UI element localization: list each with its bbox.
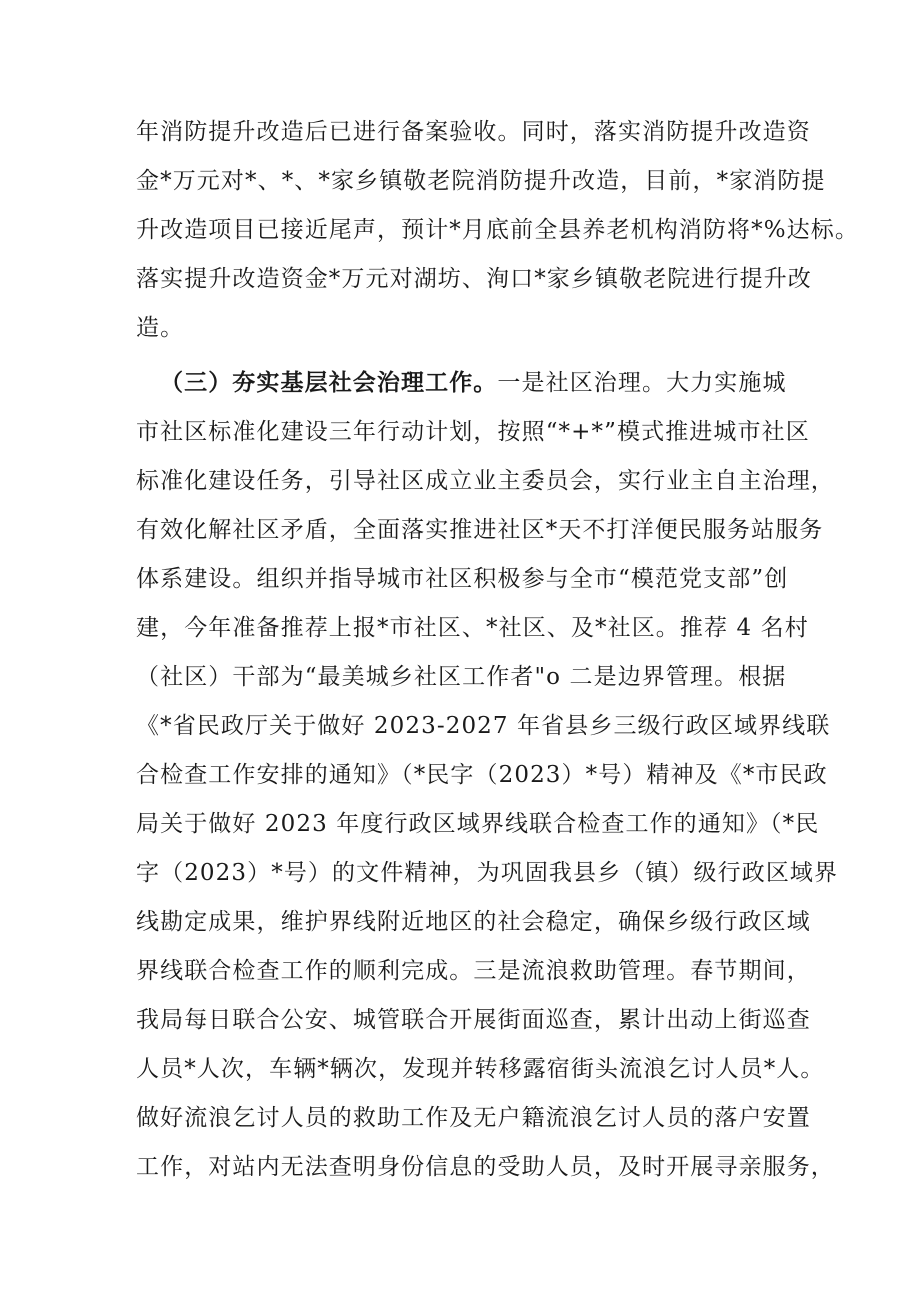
- text-line: 年消防提升改造后已进行备案验收。同时，落实消防提升改造资: [136, 119, 811, 145]
- text-line: 做好流浪乞讨人员的救助工作及无户籍流浪乞讨人员的落户安置: [136, 1105, 811, 1131]
- text-line: 市社区标准化建设三年行动计划，按照“*+*”模式推进城市社区: [136, 419, 810, 445]
- text-line: 造。: [136, 315, 185, 341]
- text-line: 字（2023）*号）的文件精神，为巩固我县乡（镇）级行政区域界: [136, 860, 839, 886]
- section-heading-continuation: 一是社区治理。大力实施城: [497, 370, 787, 396]
- text-line: 标准化建设任务，引导社区成立业主委员会，实行业主自主治理，: [136, 468, 835, 494]
- section-heading-line: [160, 368, 787, 398]
- text-line: 金*万元对*、*、*家乡镇敬老院消防提升改造，目前，*家消防提: [136, 168, 826, 194]
- text-line: 工作，对站内无法查明身份信息的受助人员，及时开展寻亲服务，: [136, 1154, 835, 1180]
- text-line: 落实提升改造资金*万元对湖坊、洵口*家乡镇敬老院进行提升改: [136, 266, 812, 292]
- text-line: 线勘定成果，维护界线附近地区的社会稳定，确保乡级行政区域: [136, 909, 811, 935]
- text-line: （社区）干部为“最美城乡社区工作者"o 二是边界管理。根据: [136, 664, 787, 690]
- text-line: 体系建设。组织并指导城市社区积极参与全市“模范党支部”创: [136, 566, 789, 592]
- text-line: 合检查工作安排的通知》（*民字（2023）*号）精神及《*市民政: [136, 762, 828, 788]
- text-line: 界线联合检查工作的顺利完成。三是流浪救助管理。春节期间，: [136, 958, 811, 984]
- text-line: 有效化解社区矛盾，全面落实推进社区*天不打洋便民服务站服务: [136, 517, 824, 543]
- text-line: 我局每日联合公安、城管联合开展街面巡查，累计出动上街巡查: [136, 1007, 811, 1033]
- text-line: 建，今年准备推荐上报*市社区、*社区、及*社区。推荐 4 名村: [136, 615, 809, 641]
- section-heading: （三）夯实基层社会治理工作。: [160, 369, 498, 396]
- text-line: 升改造项目已接近尾声，预计*月底前全县养老机构消防将*%达标。: [136, 217, 859, 243]
- text-line: 《*省民政厅关于做好 2023-2027 年省县乡三级行政区域界线联: [136, 713, 831, 739]
- text-line: 人员*人次，车辆*辆次，发现并转移露宿街头流浪乞讨人员*人。: [136, 1056, 825, 1082]
- text-line: 局关于做好 2023 年度行政区域界线联合检查工作的通知》（*民: [136, 811, 820, 837]
